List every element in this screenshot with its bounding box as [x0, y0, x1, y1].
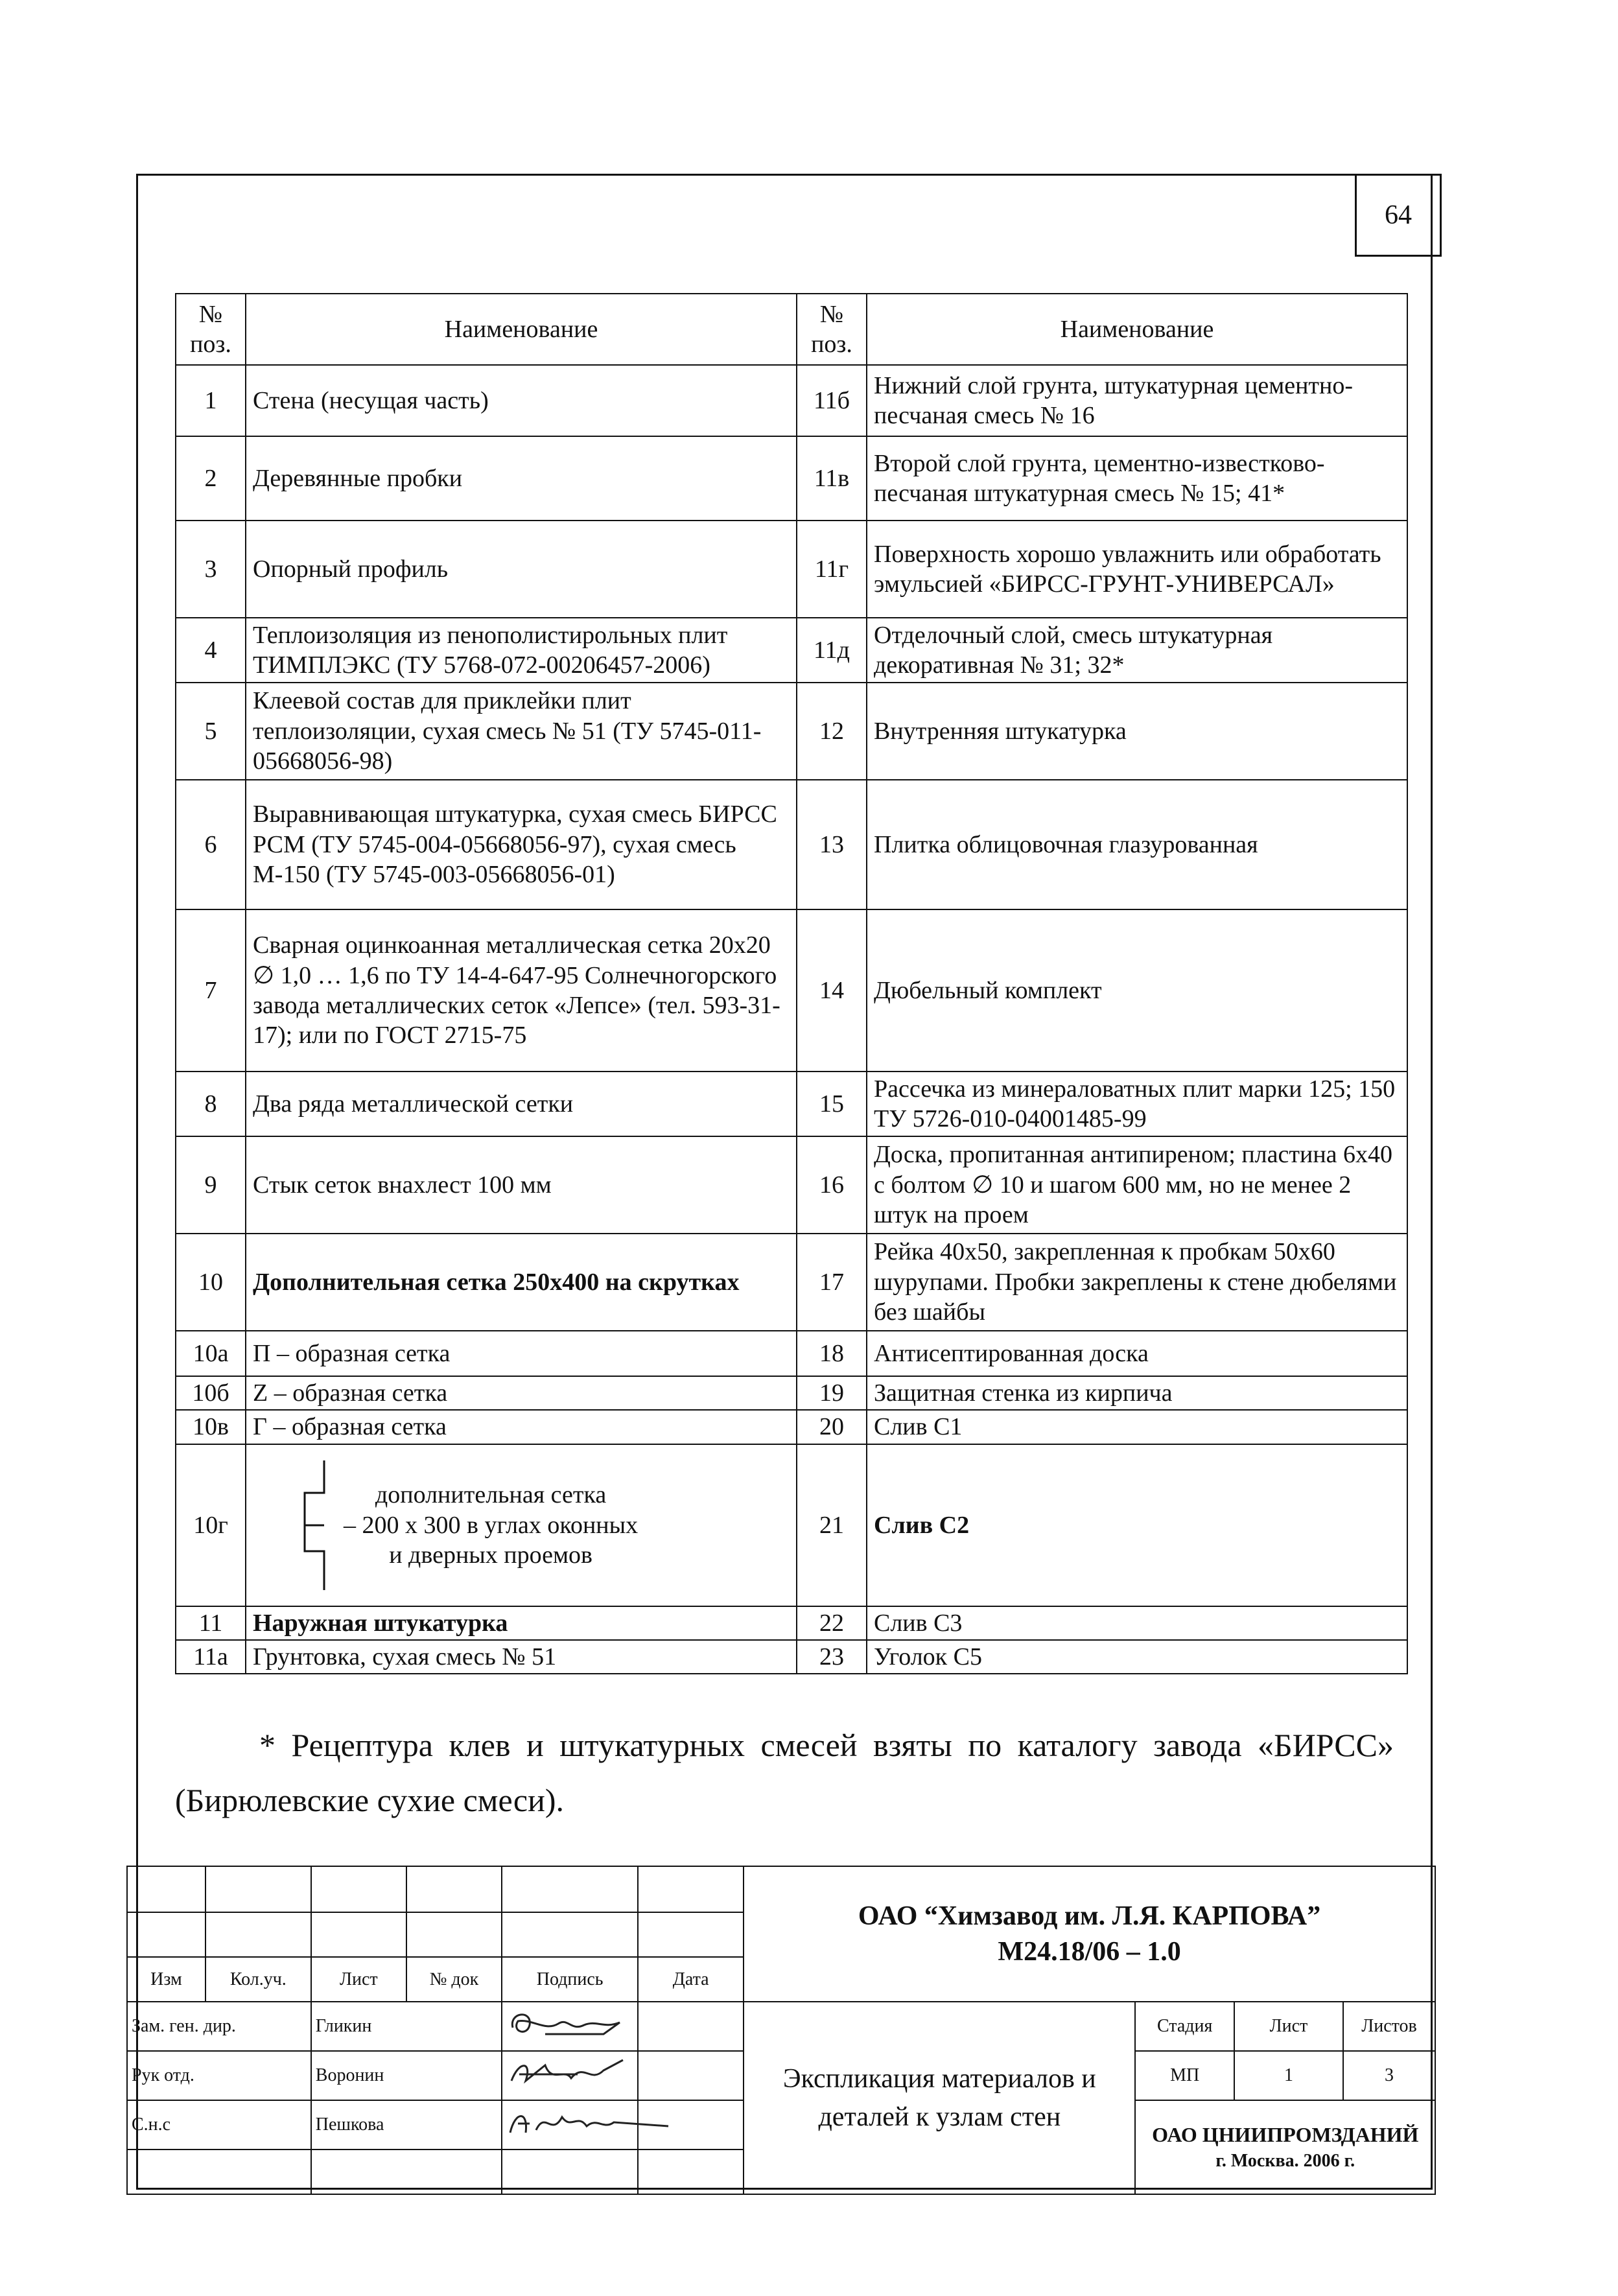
name-left: Выравнивающая штукатурка, сухая смесь БИРСС РСМ (ТУ 5745-004-05668056-97), сухая смесь М-150 (ТУ 5745-003-05668056-01)	[246, 780, 797, 909]
pos-right: 11в	[797, 436, 867, 521]
name-left	[246, 1444, 797, 1606]
table-row	[176, 1640, 1407, 1674]
table-row	[176, 618, 1407, 683]
table-row	[176, 365, 1407, 436]
name-left: Г – образная сетка	[246, 1410, 797, 1444]
pos-right: 17	[797, 1234, 867, 1331]
pos-left: 5	[176, 683, 246, 780]
signature-3	[502, 2100, 638, 2150]
pos-right: 18	[797, 1331, 867, 1376]
table-row	[176, 683, 1407, 780]
title-block	[126, 1866, 1436, 2195]
name-left: Два ряда металлической сетки	[246, 1072, 797, 1136]
pos-right: 20	[797, 1410, 867, 1444]
name-left: Стык сеток внахлест 100 мм	[246, 1136, 797, 1234]
pos-right: 15	[797, 1072, 867, 1136]
pos-left: 10	[176, 1234, 246, 1331]
name-1: Гликин	[311, 2002, 502, 2051]
table-row	[176, 1331, 1407, 1376]
table-row	[176, 1376, 1407, 1410]
institute-block	[1135, 2100, 1435, 2194]
name-right: Слив С1	[867, 1410, 1407, 1444]
org-block	[744, 1866, 1435, 2002]
stage-label: Стадия	[1135, 2002, 1234, 2051]
name-right: Доска, пропитанная антипиреном; пластина 6х40 с болтом ∅ 10 и шагом 600 мм, но не менее 2 штук на проем	[867, 1136, 1407, 1234]
name-right: Уголок С5	[867, 1640, 1407, 1674]
pos-left: 2	[176, 436, 246, 521]
pos-right: 23	[797, 1640, 867, 1674]
pos-right: 14	[797, 909, 867, 1072]
header-pos-left: № поз.	[176, 294, 246, 365]
mesh-note-line: дополнительная сетка	[375, 1481, 607, 1509]
pos-left: 10а	[176, 1331, 246, 1376]
col-izm: Изм	[127, 1957, 205, 2002]
pos-left: 10б	[176, 1376, 246, 1410]
role-1: Зам. ген. дир.	[127, 2002, 311, 2051]
col-data: Дата	[638, 1957, 744, 2002]
name-left: Стена (несущая часть)	[246, 365, 797, 436]
table-row	[176, 1444, 1407, 1606]
name-right: Рассечка из минераловатных плит марки 125; 150 ТУ 5726-010-04001485-99	[867, 1072, 1407, 1136]
signature-1	[502, 2002, 638, 2051]
name-left: Опорный профиль	[246, 521, 797, 618]
name-right: Слив С2	[867, 1444, 1407, 1606]
header-name-left: Наименование	[246, 294, 797, 365]
name-right: Защитная стенка из кирпича	[867, 1376, 1407, 1410]
table-row	[176, 1234, 1407, 1331]
pos-left: 10г	[176, 1444, 246, 1606]
name-right: Второй слой грунта, цементно-известково-песчаная штукатурная смесь № 15; 41*	[867, 436, 1407, 521]
pos-right: 12	[797, 683, 867, 780]
pos-left: 9	[176, 1136, 246, 1234]
institute-city: г. Москва. 2006 г.	[1215, 2151, 1355, 2172]
pos-left: 7	[176, 909, 246, 1072]
page-number: 64	[1355, 174, 1442, 257]
institute-name: ОАО ЦНИИПРОМЗДАНИЙ	[1152, 2123, 1419, 2147]
name-left: Сварная оцинкоанная металлическая сетка 20х20 ∅ 1,0 … 1,6 по ТУ 14-4-647-95 Солнечногорского завода металлических сеток «Лепсе» (тел. 593-31-17); или по ГОСТ 2715-75	[246, 909, 797, 1072]
name-left: Деревянные пробки	[246, 436, 797, 521]
mesh-note-line: и дверных проемов	[389, 1541, 592, 1569]
name-right: Отделочный слой, смесь штукатурная декоративная № 31; 32*	[867, 618, 1407, 683]
name-left: Клеевой состав для приклейки плит теплоизоляции, сухая смесь № 51 (ТУ 5745-011-05668056-98)	[246, 683, 797, 780]
pos-left: 10в	[176, 1410, 246, 1444]
pos-left: 8	[176, 1072, 246, 1136]
sheets-value: 3	[1343, 2051, 1435, 2100]
name-2: Воронин	[311, 2051, 502, 2100]
name-3: Пешкова	[311, 2100, 502, 2150]
name-left: Z – образная сетка	[246, 1376, 797, 1410]
pos-right: 16	[797, 1136, 867, 1234]
org-name: ОАО “Химзавод им. Л.Я. КАРПОВА”	[858, 1901, 1321, 1932]
col-list: Лист	[311, 1957, 406, 2002]
header-name-right: Наименование	[867, 294, 1407, 365]
footnote-line-2: (Бирюлевские сухие смеси).	[175, 1782, 564, 1818]
name-left: П – образная сетка	[246, 1331, 797, 1376]
pos-left: 6	[176, 780, 246, 909]
table-row	[176, 1606, 1407, 1640]
name-left: Грунтовка, сухая смесь № 51	[246, 1640, 797, 1674]
table-row	[176, 1072, 1407, 1136]
role-2: Рук отд.	[127, 2051, 311, 2100]
name-right: Поверхность хорошо увлажнить или обработать эмульсией «БИРСС-ГРУНТ-УНИВЕРСАЛ»	[867, 521, 1407, 618]
footnote	[175, 1718, 1394, 1828]
name-right: Внутренняя штукатурка	[867, 683, 1407, 780]
mesh-bracket-icon	[292, 1454, 337, 1597]
footnote-line-1: * Рецептура клев и штукатурных смесей взяты по каталогу завода «БИРСС»	[259, 1727, 1394, 1763]
doc-code: М24.18/06 – 1.0	[998, 1936, 1181, 1967]
pos-left: 4	[176, 618, 246, 683]
name-left: Теплоизоляция из пенополистирольных плит ТИМПЛЭКС (ТУ 5768-072-00206457-2006)	[246, 618, 797, 683]
pos-left: 11	[176, 1606, 246, 1640]
sheet-value: 1	[1234, 2051, 1343, 2100]
name-right: Дюбельный комплект	[867, 909, 1407, 1072]
col-ndok: № док	[406, 1957, 502, 2002]
table-row	[176, 436, 1407, 521]
pos-left: 3	[176, 521, 246, 618]
name-right: Плитка облицовочная глазурованная	[867, 780, 1407, 909]
materials-table	[175, 293, 1408, 1674]
table-row	[176, 780, 1407, 909]
pos-right: 11б	[797, 365, 867, 436]
col-kol: Кол.уч.	[205, 1957, 311, 2002]
sheets-label: Листов	[1343, 2002, 1435, 2051]
name-right: Слив С3	[867, 1606, 1407, 1640]
pos-left: 1	[176, 365, 246, 436]
pos-right: 22	[797, 1606, 867, 1640]
name-left: Наружная штукатурка	[246, 1606, 797, 1640]
signature-2	[502, 2051, 638, 2100]
name-right: Нижний слой грунта, штукатурная цементно-песчаная смесь № 16	[867, 365, 1407, 436]
name-left: Дополнительная сетка 250х400 на скрутках	[246, 1234, 797, 1331]
pos-right: 11д	[797, 618, 867, 683]
pos-left: 11а	[176, 1640, 246, 1674]
col-podpis: Подпись	[502, 1957, 638, 2002]
pos-right: 19	[797, 1376, 867, 1410]
header-pos-right: № поз.	[797, 294, 867, 365]
stage-value: МП	[1135, 2051, 1234, 2100]
role-3: С.н.с	[127, 2100, 311, 2150]
pos-right: 13	[797, 780, 867, 909]
doc-title: Экспликация материалов и деталей к узлам стен	[782, 2063, 1096, 2132]
name-right: Рейка 40х50, закрепленная к пробкам 50х60 шурупами. Пробки закреплены к стене дюбелями без шайбы	[867, 1234, 1407, 1331]
pos-right: 21	[797, 1444, 867, 1606]
sheet-label: Лист	[1234, 2002, 1343, 2051]
mesh-note-line: – 200 х 300 в углах оконных	[344, 1511, 639, 1539]
name-right: Антисептированная доска	[867, 1331, 1407, 1376]
doc-title-cell	[744, 2002, 1135, 2194]
table-row	[176, 521, 1407, 618]
table-row	[176, 909, 1407, 1072]
table-row	[176, 1410, 1407, 1444]
table-row	[176, 1136, 1407, 1234]
pos-right: 11г	[797, 521, 867, 618]
